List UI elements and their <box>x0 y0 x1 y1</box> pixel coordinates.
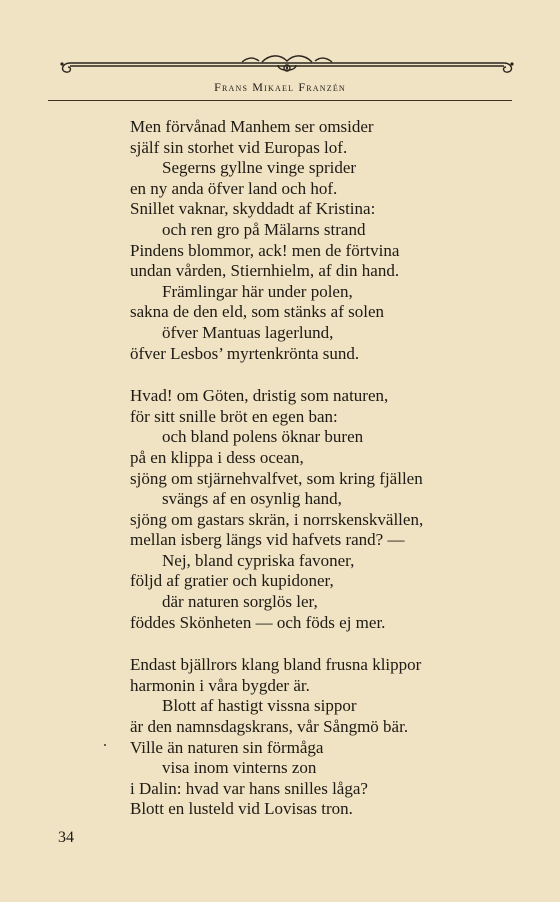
poem-line: undan vården, Stiernhielm, af din hand. <box>130 261 400 281</box>
poem-line: Snillet vaknar, skyddadt af Kristina: <box>130 199 376 219</box>
poem-line: är den namnsdagskrans, vår Sångmö bär. <box>130 717 409 737</box>
stanza <box>130 655 490 820</box>
stanza <box>130 117 490 364</box>
poem-line: och bland polens öknar buren <box>162 427 364 447</box>
poem-line: Ville än naturen sin förmåga <box>130 737 324 757</box>
poem-line: i Dalin: hvad var hans snilles låga? <box>130 778 368 798</box>
poem-line: sakna de den eld, som stänks af solen <box>130 302 384 322</box>
poem-line: Nej, bland cypriska favoner, <box>162 550 355 570</box>
poem-line: sjöng om stjärnehvalfvet, som kring fjällen <box>130 468 423 488</box>
poem-line: Främlingar här under polen, <box>162 281 353 301</box>
poem-line: visa inom vinterns zon <box>162 758 317 778</box>
poem-line: på en klippa i dess ocean, <box>130 447 304 467</box>
poem-line: Pindens blommor, ack! men de förtvina <box>130 240 400 260</box>
poem-line: Blott af hastigt vissna sippor <box>162 696 357 716</box>
poem-line: där naturen sorglös ler, <box>162 592 318 612</box>
poem-line: svängs af en osynlig hand, <box>162 489 342 509</box>
poem-line: och ren gro på Mälarns strand <box>162 219 366 239</box>
poem-line: för sitt snille bröt en egen ban: <box>130 406 338 426</box>
poem-line: föddes Skönheten — och föds ej mer. <box>130 612 386 632</box>
poem-line: Hvad! om Göten, dristig som naturen, <box>130 386 389 406</box>
poem-line: Segerns gyllne vinge sprider <box>162 158 357 178</box>
page-number: 34 <box>58 829 74 846</box>
poem-line: sjöng om gastars skrän, i norrskenskvällen, <box>130 509 424 529</box>
poem-body <box>130 117 490 842</box>
poem-line: harmonin i våra bygder är. <box>130 675 310 695</box>
poem-line: öfver Mantuas lagerlund, <box>162 322 334 342</box>
poem-line: själf sin storhet vid Europas lof. <box>130 137 348 157</box>
poem-line: följd af gratier och kupidoner, <box>130 571 334 591</box>
poem-line: öfver Lesbos’ myrtenkrönta sund. <box>130 343 360 363</box>
print-speck <box>104 744 106 746</box>
stanza <box>130 386 490 633</box>
poem-line: Endast bjällrors klang bland frusna klippor <box>130 655 422 675</box>
poem-line: mellan isberg längs vid hafvets rand? — <box>130 530 405 550</box>
poem-line: Men förvånad Manhem ser omsider <box>130 117 374 136</box>
poem-line: en ny anda öfver land och hof. <box>130 178 338 198</box>
ornament-rule-icon <box>56 52 518 82</box>
header-divider <box>48 100 512 101</box>
running-header-author: Frans Mikael Franzén <box>214 80 346 94</box>
poem-line: Blott en lusteld vid Lovisas tron. <box>130 799 353 819</box>
